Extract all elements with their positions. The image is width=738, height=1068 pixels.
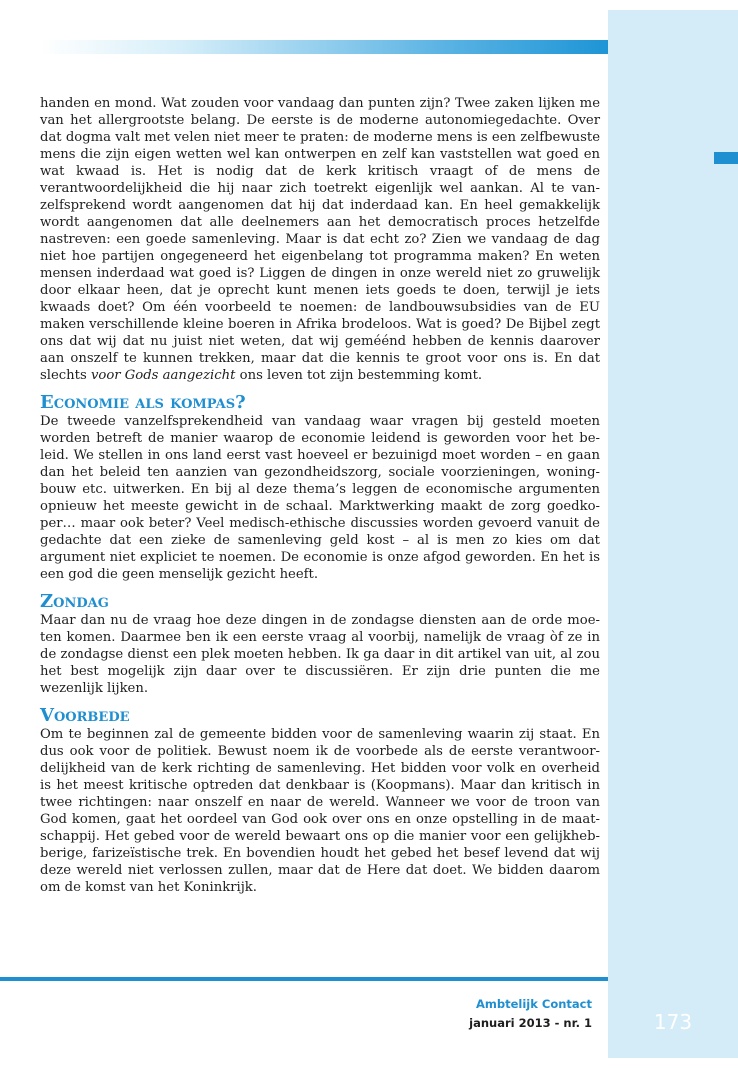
magazine-title: Ambtelijk Contact xyxy=(476,997,592,1011)
intro-text: handen en mond. Wat zouden voor vandaag dan punten zijn? Twee zaken lijken me van het allergrootste belang. De eerste is de moderne autonomiegedachte. Over dat dogma valt met velen niet meer te praten: de moderne mens is een zelfbewuste mens die zijn eigen wetten wel kan ontwerpen en zelf kan vaststellen wat goed en wat kwaad is. Het is nodig dat de kerk kritisch vraagt of de mens de verantwoordelijkheid die hij naar zich toetrekt eigenlijk wel aankan. Al te vanzelfsprekend wordt aangenomen dat hij dat inderdaad kan. En heel gemakkelijk wordt aangenomen dat alle deelnemers aan het democratisch proces hetzelfde nastreven: een goede samenleving. Maar is dat echt zo? Zien we vandaag de dag niet hoe partijen ongegeneerd het eigenbelang tot programma maken? En weten mensen inderdaad wat goed is? Liggen de dingen in onze wereld niet zo gruwelijk door elkaar heen, dat je oprecht kunt menen iets goeds te doen, terwijl je iets kwaads doet? Om één voorbeeld te noemen: de landbouwsubsidies van de EU maken verschillende kleine boeren in Afrika brodeloos. Wat is goed? De Bijbel zegt ons dat wij dat nu juist niet weten, dat wij geméénd hebben de kennis daarover aan onszelf te kunnen trekken, maar dat die kennis te groot voor ons is. En dat slechts xyxy=(40,96,600,383)
page-number: 173 xyxy=(653,1010,693,1034)
issue-label: januari 2013 - nr. 1 xyxy=(469,1016,592,1030)
footer-rule xyxy=(0,977,608,981)
section-body-economie: De tweede vanzelfsprekendheid van vandaag waar vragen bij gesteld moeten worden betreft de manier waarop de economie leidend is geworden voor het beleid. We stellen in ons land eerst vast hoeveel er bezuinigd moet worden – en gaan dan het beleid ten aanzien van gezondheidszorg, sociale voorzieningen, woningbouw etc. uitwerken. En bij al deze thema’s leggen de economische argumenten opnieuw het meeste gewicht in de schaal. Marktwerking maakt de zorg goedkoper… maar ook beter? Veel medisch-ethische discussies worden gevoerd vanuit de gedachte dat een zieke de samenleving geld kost – al is men zo kies om dat argument niet expliciet te noemen. De economie is onze afgod geworden. En het is een god die geen menselijk gezicht heeft. xyxy=(40,414,600,582)
article-body xyxy=(40,95,600,896)
section-heading-economie: Economie als kompas? xyxy=(40,392,246,413)
intro-text-end: ons leven tot zijn bestemming komt. xyxy=(235,368,483,383)
side-panel xyxy=(608,10,738,1058)
section-heading-voorbede: Voorbede xyxy=(40,705,130,726)
footer-info xyxy=(469,995,592,1033)
section-heading-zondag: Zondag xyxy=(40,591,109,612)
intro-paragraph xyxy=(40,95,600,384)
header-gradient-bar xyxy=(40,40,608,54)
section-body-voorbede: Om te beginnen zal de gemeente bidden voor de samenleving waarin zij staat. En dus ook voor de politiek. Bewust noem ik de voorbede als de eerste verantwoordelijkheid van de kerk richting de samenleving. Het bidden voor volk en overheid is het meest kritische optreden dat denkbaar is (Koopmans). Maar dan kritisch in twee richtingen: naar onszelf en naar de wereld. Wanneer we voor de troon van God komen, gaat het oordeel van God ook over ons en onze opstelling in de maatschappij. Het gebed voor de wereld bewaart ons op die manier voor een gelijkhebberige, farizeïstische trek. En bovendien houdt het gebed het besef levend dat wij deze wereld niet verlossen zullen, maar dat de Here dat doet. We bidden daarom om de komst van het Koninkrijk. xyxy=(40,727,600,895)
side-tab-marker xyxy=(714,152,738,164)
section-body-zondag: Maar dan nu de vraag hoe deze dingen in de zondagse diensten aan de orde moeten komen. Daarmee ben ik een eerste vraag al voorbij, namelijk de vraag òf ze in de zondagse dienst een plek moeten hebben. Ik ga daar in dit artikel van uit, al zou het best mogelijk zijn daar over te discussiëren. Er zijn drie punten die me wezenlijk lijken. xyxy=(40,613,600,696)
intro-emphasis: voor Gods aangezicht xyxy=(90,368,236,383)
